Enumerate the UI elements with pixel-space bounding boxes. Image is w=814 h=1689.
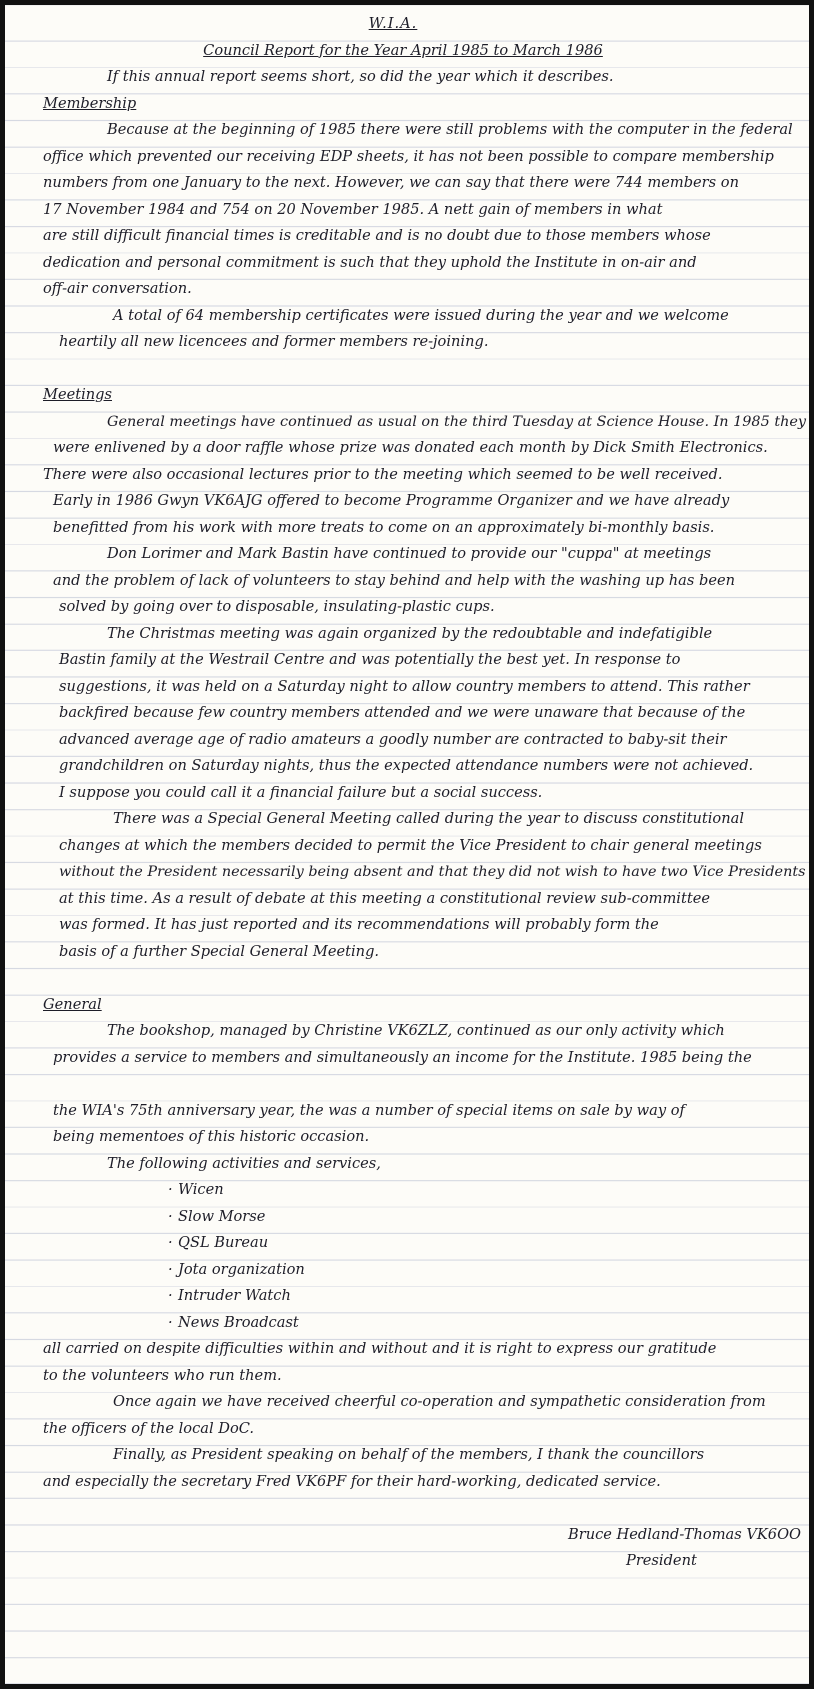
general-line: the WIA's 75th anniversary year, the was a number of special items on sale by way of <box>53 1101 685 1119</box>
report-title: Council Report for the Year April 1985 to March 1986 <box>203 41 603 59</box>
membership-heading: Membership <box>43 94 137 112</box>
membership-line: dedication and personal commitment is such that they uphold the Institute in on-air and <box>43 253 697 271</box>
org-heading: W.I.A. <box>368 15 418 32</box>
meetings-heading: Meetings <box>43 386 112 403</box>
membership-line: Because at the beginning of 1985 there were still problems with the computer in the federal <box>107 121 793 138</box>
meetings-line: and the problem of lack of volunteers to stay behind and help with the washing up has been <box>53 571 736 589</box>
general-line: being mementoes of this historic occasion. <box>53 1128 370 1145</box>
meetings-line: There was a Special General Meeting called during the year to discuss constitutional <box>113 810 744 827</box>
report-page <box>43 11 807 1575</box>
membership-line: are still difficult financial times is creditable and is no doubt due to those members whose <box>43 227 711 244</box>
spacer <box>43 1071 807 1098</box>
meetings-line: advanced average age of radio amateurs a goodly number are contracted to baby-sit their <box>59 730 727 748</box>
membership-line: A total of 64 membership certificates were issued during the year and we welcome <box>113 306 729 324</box>
meetings-line: The Christmas meeting was again organized by the redoubtable and indefatigible <box>107 624 713 642</box>
meetings-line: were enlivened by a door raffle whose prize was donated each month by Dick Smith Electronics. <box>53 439 768 456</box>
membership-line: off-air conversation. <box>43 280 192 297</box>
service-list-item: · News Broadcast <box>43 1310 807 1337</box>
spacer <box>43 1495 807 1522</box>
membership-line: heartily all new licencees and former members re-joining. <box>59 333 489 350</box>
service-list-item: · Slow Morse <box>43 1204 807 1231</box>
general-heading: General <box>43 995 102 1013</box>
general-line: The following activities and services, <box>107 1154 381 1172</box>
meetings-line: changes at which the members decided to permit the Vice President to chair general meetings <box>59 836 762 854</box>
general-line: Finally, as President speaking on behalf of the members, I thank the councillors <box>113 1446 705 1463</box>
signature-role: President <box>626 1552 697 1569</box>
general-line: all carried on despite difficulties within and without and it is right to express our gratitude <box>43 1340 717 1357</box>
membership-line: numbers from one January to the next. However, we can say that there were 744 members on <box>43 174 739 191</box>
intro-line: If this annual report seems short, so did the year which it describes. <box>107 68 614 85</box>
meetings-line: suggestions, it was held on a Saturday night to allow country members to attend. This rather <box>59 677 750 695</box>
membership-line: office which prevented our receiving EDP sheets, it has not been possible to compare membership <box>43 147 774 165</box>
spacer <box>43 965 807 992</box>
service-list-item: · Jota organization <box>43 1257 807 1284</box>
meetings-line: was formed. It has just reported and its recommendations will probably form the <box>59 916 659 933</box>
meetings-line: benefitted from his work with more treats to come on an approximately bi-monthly basis. <box>53 518 715 536</box>
service-list-item: · Wicen <box>43 1177 807 1204</box>
general-line: The bookshop, managed by Christine VK6ZLZ, continued as our only activity which <box>107 1022 725 1039</box>
meetings-line: I suppose you could call it a financial failure but a social success. <box>59 783 543 801</box>
spacer <box>43 356 807 383</box>
meetings-line: basis of a further Special General Meeting. <box>59 942 380 960</box>
service-list-item: · Intruder Watch <box>43 1283 807 1310</box>
general-line: provides a service to members and simultaneously an income for the Institute. 1985 being the <box>53 1048 752 1066</box>
meetings-line: There were also occasional lectures prior to the meeting which seemed to be well received. <box>43 465 723 483</box>
meetings-line: Bastin family at the Westrail Centre and was potentially the best yet. In response to <box>59 651 681 668</box>
meetings-line: General meetings have continued as usual on the third Tuesday at Science House. In 1985 they <box>107 413 807 430</box>
general-line: the officers of the local DoC. <box>43 1419 255 1437</box>
meetings-line: Early in 1986 Gwyn VK6AJG offered to become Programme Organizer and we have already <box>53 492 730 509</box>
general-line: Once again we have received cheerful co-operation and sympathetic consideration from <box>113 1393 766 1410</box>
meetings-line: grandchildren on Saturday nights, thus the expected attendance numbers were not achieved. <box>59 757 754 774</box>
meetings-line: at this time. As a result of debate at this meeting a constitutional review sub-committee <box>59 889 710 907</box>
general-line: and especially the secretary Fred VK6PF for their hard-working, dedicated service. <box>43 1472 661 1490</box>
service-list-item: · QSL Bureau <box>43 1230 807 1257</box>
meetings-line: without the President necessarily being absent and that they did not wish to have two Vice Presidents <box>59 864 806 880</box>
meetings-line: backfired because few country members attended and we were unaware that because of the <box>59 704 746 721</box>
general-line: to the volunteers who run them. <box>43 1366 282 1384</box>
meetings-line: Don Lorimer and Mark Bastin have continued to provide our "cuppa" at meetings <box>107 545 712 562</box>
signature-name: Bruce Hedland-Thomas VK6OO <box>568 1525 802 1543</box>
meetings-line: solved by going over to disposable, insulating-plastic cups. <box>59 598 495 615</box>
membership-line: 17 November 1984 and 754 on 20 November 1985. A nett gain of members in what <box>43 200 663 218</box>
